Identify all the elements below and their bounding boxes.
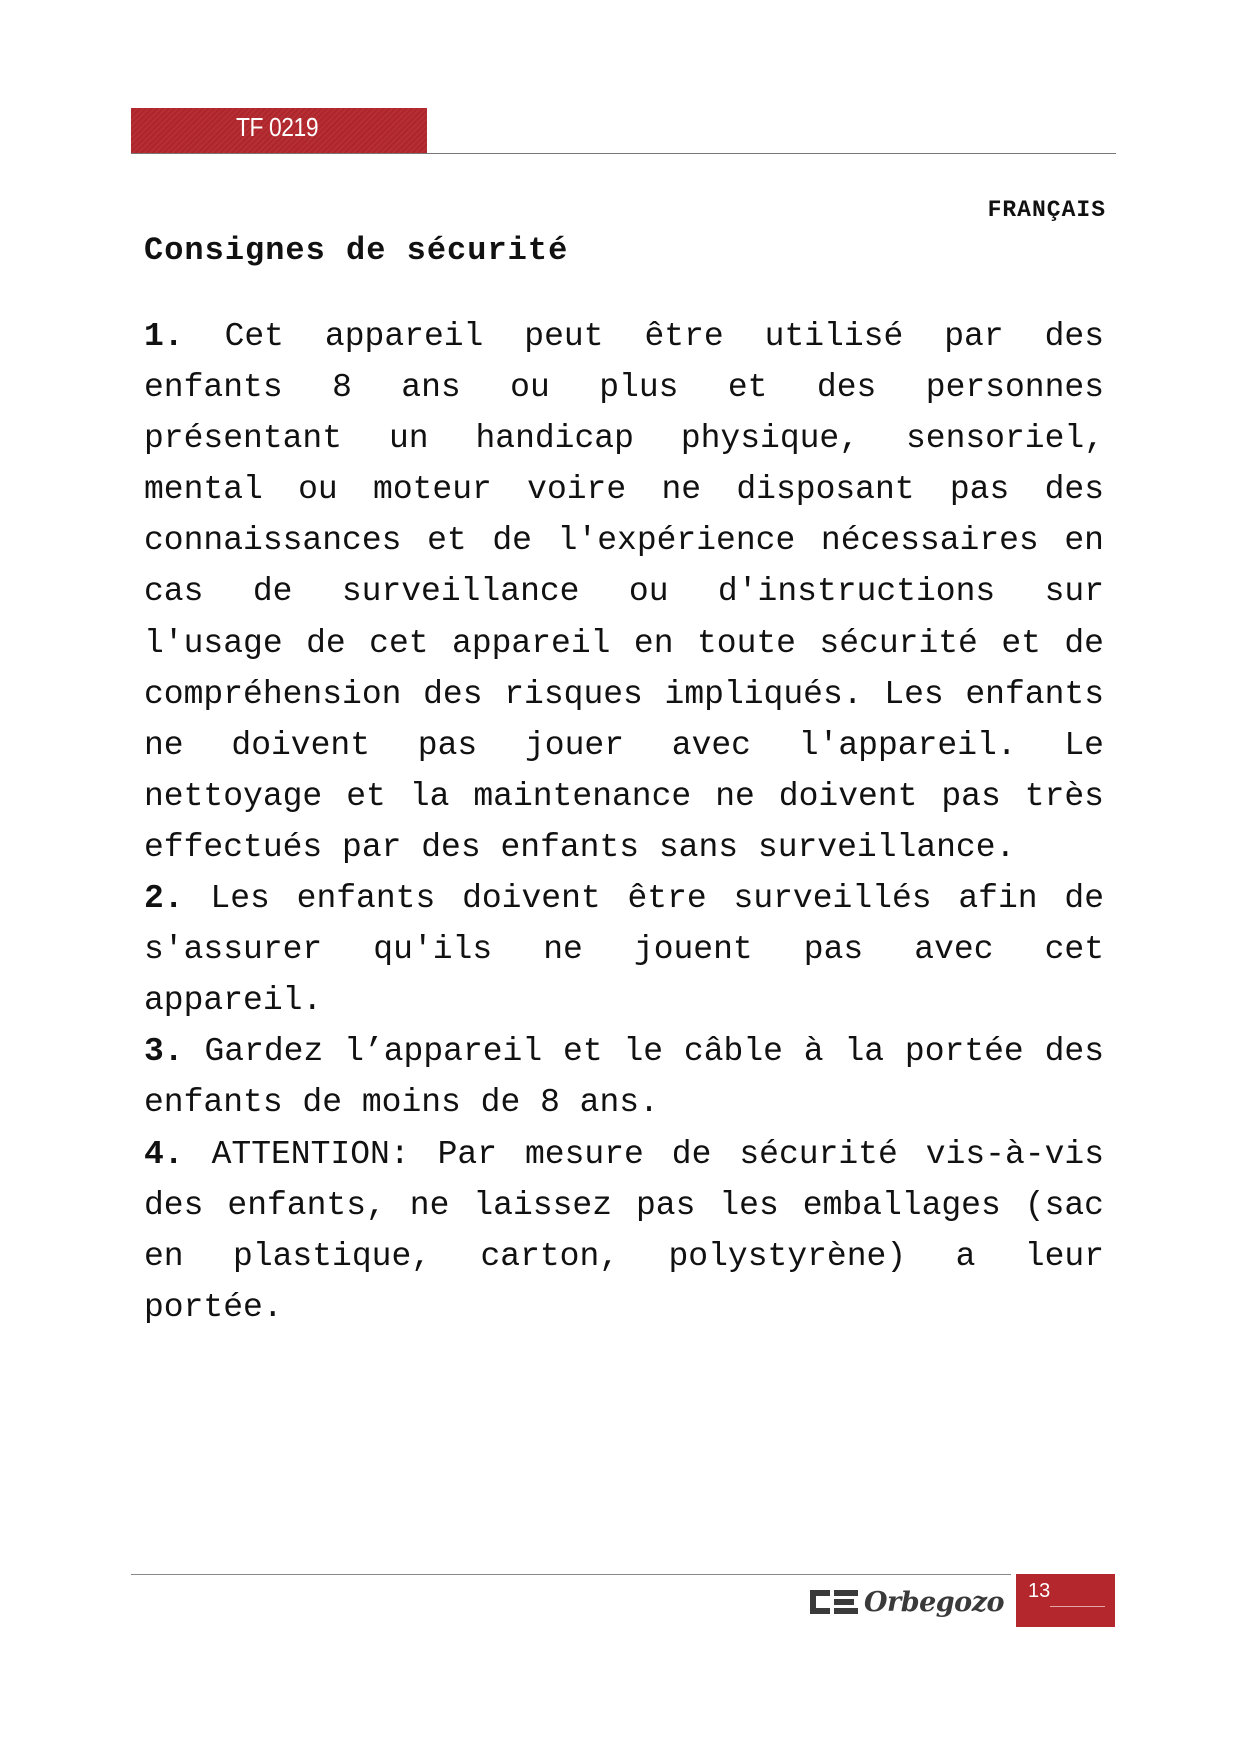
header-divider bbox=[131, 153, 1116, 154]
item-text: Cet appareil peut être utilisé par des enfants 8 ans ou plus et des personnes présentant un handicap physique, sensoriel, mental ou moteur voire ne disposant pas des connaissances et de l'expérience nécessaires en cas de surveillance ou d'instructions sur l'usage de cet appareil en toute sécurité et de compréhension des risques impliqués. Les enfants ne doivent pas jouer avec l'appareil. Le nettoyage et la maintenance ne doivent pas très effectués par des enfants sans surveillance. bbox=[144, 318, 1104, 866]
instruction-item-4 bbox=[144, 1129, 1104, 1333]
brand-name: Orbegozo bbox=[864, 1586, 1005, 1618]
safety-instructions bbox=[144, 311, 1104, 1333]
item-number: 1. bbox=[144, 318, 184, 355]
language-label: FRANÇAIS bbox=[987, 197, 1106, 223]
item-text: Gardez l’appareil et le câble à la portée des enfants de moins de 8 ans. bbox=[144, 1033, 1104, 1122]
item-number: 2. bbox=[144, 880, 184, 918]
brand-logo bbox=[810, 1582, 1005, 1622]
item-text: Les enfants doivent être surveillés afin de s'assurer qu'ils ne jouent pas avec cet appareil. bbox=[144, 880, 1104, 1020]
instruction-item-1 bbox=[144, 311, 1104, 873]
item-text: ATTENTION: Par mesure de sécurité vis-à-vis des enfants, ne laissez pas les emballages (sac en plastique, carton, polystyrène) a leur portée. bbox=[144, 1135, 1104, 1326]
instruction-item-2 bbox=[144, 873, 1104, 1026]
instruction-item-3 bbox=[144, 1026, 1104, 1128]
page-title: Consignes de sécurité bbox=[144, 232, 569, 269]
page-number-underline bbox=[1050, 1606, 1105, 1607]
brand-mark-icon bbox=[810, 1588, 858, 1616]
item-number: 3. bbox=[144, 1033, 184, 1071]
item-number: 4. bbox=[144, 1135, 184, 1173]
page-number: 13 bbox=[1028, 1580, 1051, 1602]
footer-divider bbox=[131, 1574, 1011, 1575]
model-code: TF 0219 bbox=[236, 112, 319, 142]
